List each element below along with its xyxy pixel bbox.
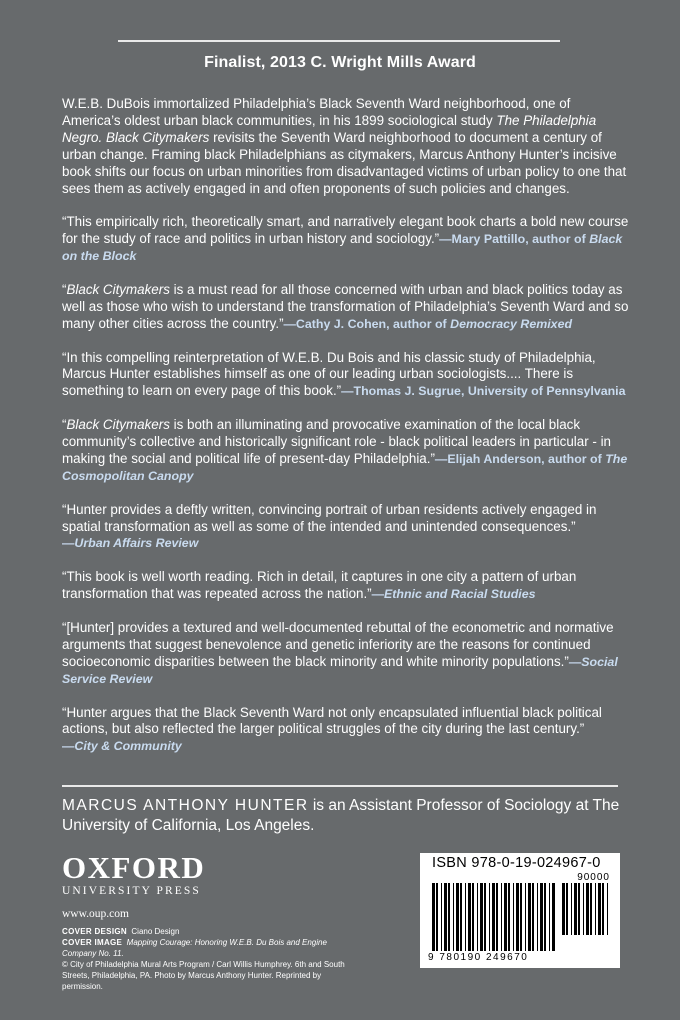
review-quote: “[Hunter] provides a textured and well-documented rebuttal of the econometric and normative arguments that suggest benevolence and genetic inferiority are the reasons for continued socioeconomic disparities between the black minority and white minority populations.”—Social Service Review <box>62 619 618 686</box>
author-bio-text: is an Assistant Professor of Sociology at The University of California, Los Angeles. <box>62 797 620 834</box>
review-attribution: —Thomas J. Sugrue, University of Pennsylvania <box>341 384 626 399</box>
publisher-name: OXFORD <box>62 850 206 885</box>
barcode-digits: 9 780190 249670 <box>428 952 529 963</box>
description-text-1: W.E.B. DuBois immortalized Philadelphia’s Black Seventh Ward neighborhood, one of America’s oldest urban black communities, in his 1899 sociological study <box>62 96 571 128</box>
back-cover-text <box>62 96 630 772</box>
author-name: MARCUS ANTHONY HUNTER <box>62 797 309 814</box>
review-quote: “Hunter argues that the Black Seventh Ward not only encapsulated influential black political actions, but also reflected the larger political struggles of the city during the last century.” —City & Community <box>62 704 602 754</box>
award-heading: Finalist, 2013 C. Wright Mills Award <box>204 54 476 71</box>
top-divider <box>118 40 560 42</box>
author-bio <box>62 796 622 836</box>
cover-design-value: Ciano Design <box>131 927 180 936</box>
publisher-logo <box>62 850 206 897</box>
price-code: 90000 <box>577 872 610 883</box>
review-quote: “Black Citymakers is a must read for all those concerned with urban and black politics today as well as those who wish to understand the transformation of Philadelphia’s Seventh Ward and so many other cities across the country.”—Cathy J. Cohen, author of Democracy Remixed <box>62 281 629 331</box>
cover-credits <box>62 926 362 992</box>
review-quote: “Black Citymakers is both an illuminating and provocative examination of the local black community’s collective and historically significant role - black political leaders in particular - in making the social and political life of present-day Philadelphia.”—Elijah Anderson, author of The Cosmopolitan Canopy <box>62 417 628 483</box>
isbn-barcode <box>420 853 620 968</box>
cover-image-label: COVER IMAGE <box>62 938 123 947</box>
description-text-2: revisits the Seventh Ward neighborhood to document a century of urban change. Framing black Philadelphians as citymakers, Marcus Anthony Hunter’s incisive book shifts our focus on urban minorities from disadvantaged victims of urban policy to one that sees them as actively engaged in and often proponents of such policies and changes. <box>62 129 627 196</box>
bottom-divider <box>62 785 618 787</box>
cover-design-label: COVER DESIGN <box>62 927 127 936</box>
review-attribution: —City & Community <box>62 739 182 754</box>
review-attribution: —Social Service Review <box>62 654 618 686</box>
description-title-2: Black Citymakers <box>105 129 210 145</box>
publisher-subtitle: UNIVERSITY PRESS <box>62 885 201 897</box>
review-quote: “In this compelling reinterpretation of W.E.B. Du Bois and his classic study of Philadelphia, Marcus Hunter establishes himself as one of our leading urban sociologists.... There is something to learn on every page of this book.”—Thomas J. Sugrue, University of Pennsylvania <box>62 349 626 399</box>
cover-image-value: Mapping Courage: Honoring W.E.B. Du Bois and Engine Company No. 11. <box>62 938 327 958</box>
review-attribution: —Mary Pattillo, author of Black on the Block <box>62 232 623 264</box>
publisher-website: www.oup.com <box>62 908 129 920</box>
description-paragraph <box>62 96 630 197</box>
cover-image-note: © City of Philadelphia Mural Arts Program / Carl Willis Humphrey. 6th and South Streets, Philadelphia, PA. Photo by Marcus Anthony Hunter. Reprinted by permission. <box>62 960 345 991</box>
review-attribution: —Cathy J. Cohen, author of Democracy Remixed <box>283 316 573 331</box>
description-title-1: The Philadelphia Negro. <box>62 112 597 145</box>
barcode-bars <box>430 883 612 953</box>
review-quote: “This book is well worth reading. Rich in detail, it captures in one city a pattern of urban transformation that was repeated across the nation.”—Ethnic and Racial Studies <box>62 569 577 602</box>
isbn-label: ISBN 978-0-19-024967-0 <box>432 855 601 871</box>
review-attribution: —Urban Affairs Review <box>62 536 199 551</box>
review-attribution: —Elijah Anderson, author of The Cosmopolitan Canopy <box>62 451 628 483</box>
review-quote: “Hunter provides a deftly written, convincing portrait of urban residents actively engaged in spatial transformation as well as some of the intended and unintended consequences.” —Urban Affairs Review <box>62 501 597 551</box>
review-attribution: —Ethnic and Racial Studies <box>371 587 536 602</box>
review-quote: “This empirically rich, theoretically smart, and narratively elegant book charts a bold new course for the study of race and politics in urban history and sociology.”—Mary Pattillo, author of Black on the Block <box>62 214 629 264</box>
